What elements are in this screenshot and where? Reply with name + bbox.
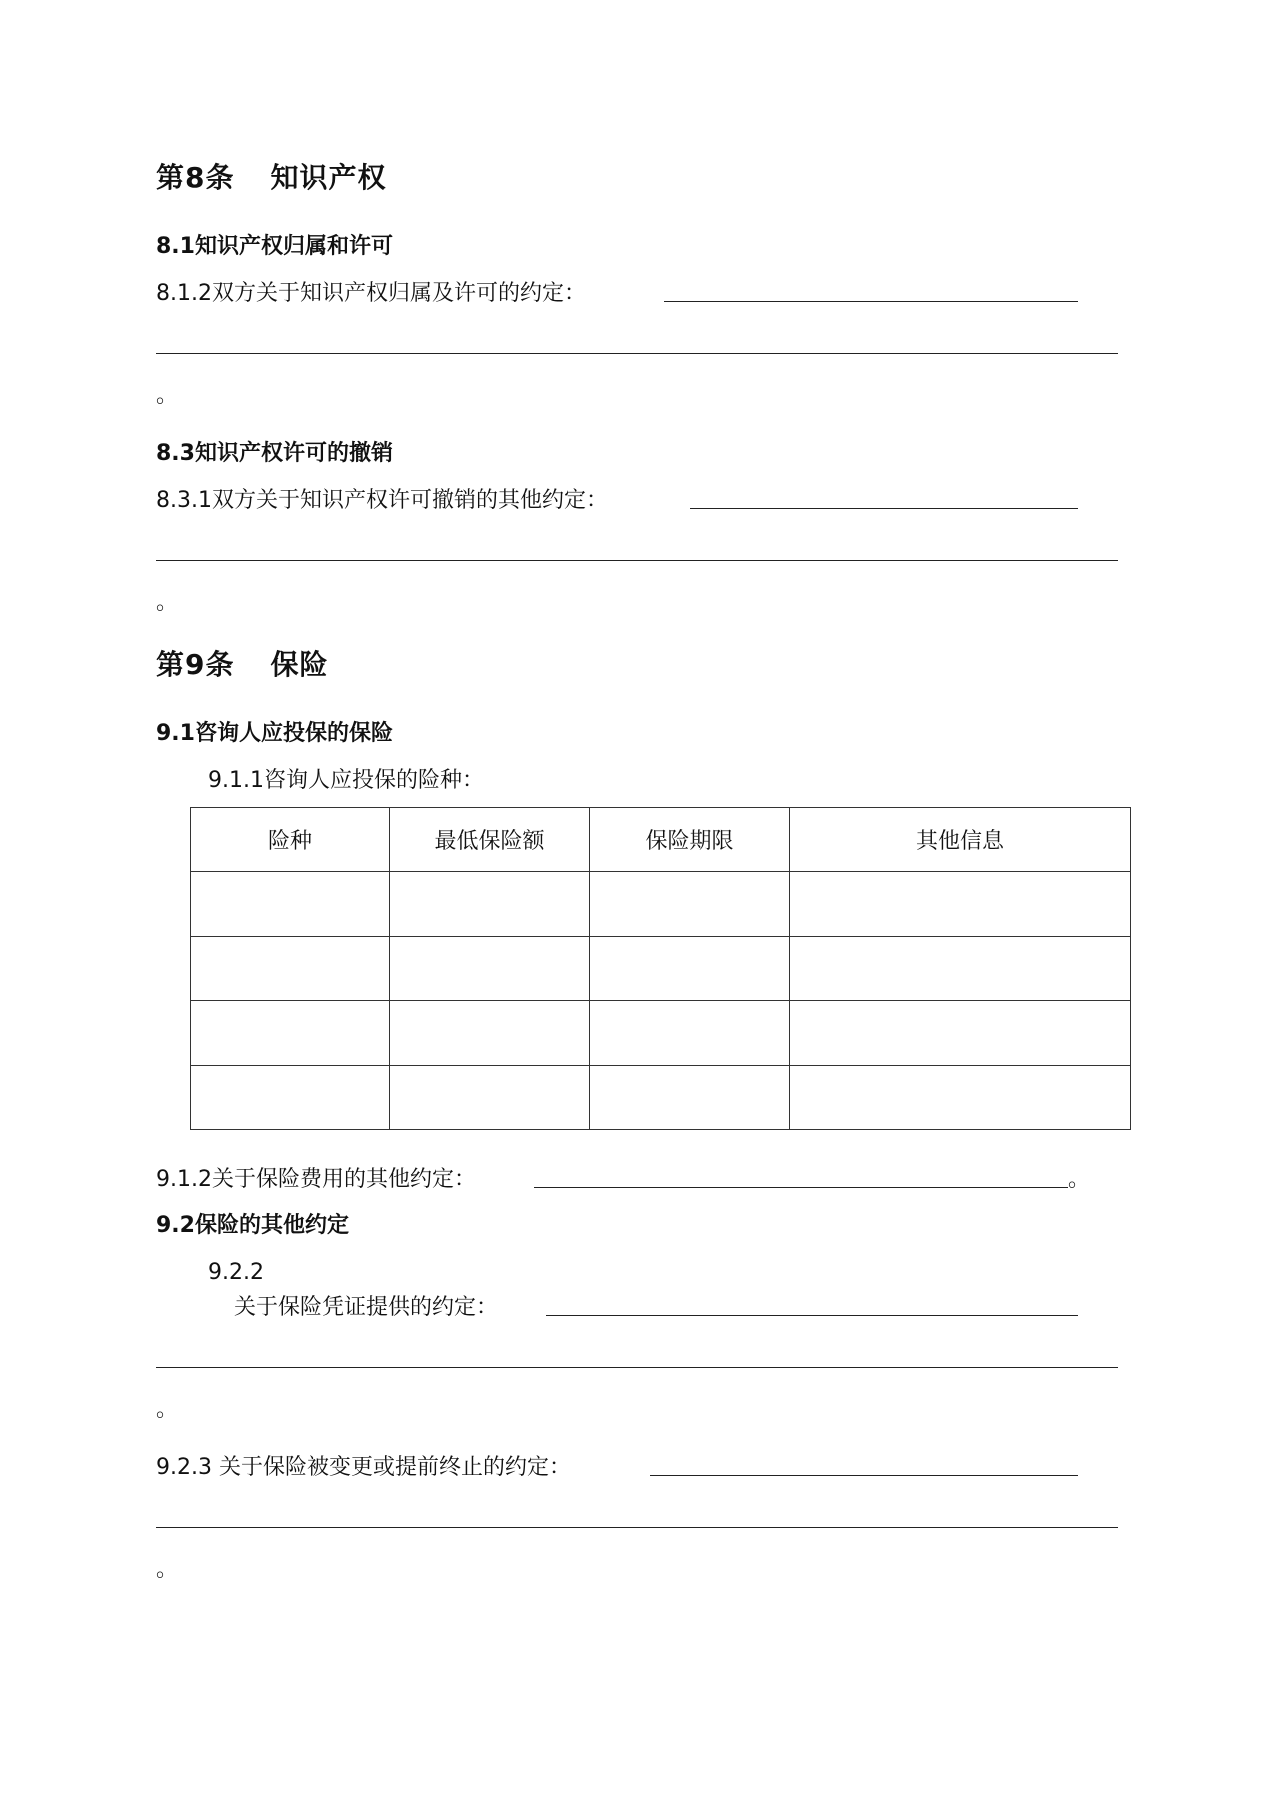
- clause-9-2-2-blank-line-2[interactable]: [156, 1367, 1118, 1368]
- other-info-header: 其他信息: [790, 808, 1131, 872]
- clause-8-3-1-blank-line-2[interactable]: [156, 560, 1118, 561]
- clause-9-2-2-blank[interactable]: [546, 1315, 1078, 1316]
- section-9-2-heading: 9.2保险的其他约定: [156, 1213, 349, 1238]
- clause-8-3-1-end-mark: 。: [156, 590, 179, 615]
- section-8-3-heading: 8.3知识产权许可的撤销: [156, 441, 393, 466]
- table-row: [191, 1001, 1131, 1066]
- section-8-1-heading: 8.1知识产权归属和许可: [156, 234, 393, 259]
- article-8-title: 知识产权: [270, 161, 387, 194]
- article-9-title: 保险: [270, 648, 329, 681]
- clause-9-1-2-label: 9.1.2关于保险费用的其他约定：: [156, 1167, 476, 1192]
- insurance-table-header-row: [191, 808, 1131, 872]
- clause-9-2-2-number: 9.2.2: [208, 1260, 264, 1285]
- table-cell[interactable]: [191, 1065, 390, 1130]
- table-cell[interactable]: [191, 1001, 390, 1066]
- article-8-heading: [156, 156, 387, 196]
- table-cell[interactable]: [191, 936, 390, 1001]
- clause-8-1-2-end-mark: 。: [156, 383, 179, 408]
- insurance-table: [190, 807, 1131, 1130]
- article-9-number: 第9条: [156, 648, 235, 681]
- table-cell[interactable]: [590, 1065, 790, 1130]
- article-8-number: 第8条: [156, 161, 235, 194]
- insurance-period-header: 保险期限: [590, 808, 790, 872]
- table-cell[interactable]: [590, 1001, 790, 1066]
- clause-8-3-1-label: 8.3.1双方关于知识产权许可撤销的其他约定：: [156, 488, 608, 513]
- table-cell[interactable]: [390, 936, 590, 1001]
- clause-9-1-1-label: 9.1.1咨询人应投保的险种：: [208, 768, 484, 793]
- table-cell[interactable]: [590, 936, 790, 1001]
- insurance-type-header: 险种: [191, 808, 390, 872]
- table-row: [191, 1065, 1131, 1130]
- table-cell[interactable]: [390, 1001, 590, 1066]
- clause-9-2-3-blank[interactable]: [650, 1475, 1078, 1476]
- clause-9-2-3-end-mark: 。: [156, 1557, 179, 1582]
- table-cell[interactable]: [790, 1001, 1131, 1066]
- section-9-1-heading: 9.1咨询人应投保的保险: [156, 721, 393, 746]
- table-cell[interactable]: [790, 872, 1131, 937]
- table-row: [191, 936, 1131, 1001]
- table-cell[interactable]: [390, 872, 590, 937]
- article-9-heading: [156, 643, 329, 683]
- minimum-coverage-header: 最低保险额: [390, 808, 590, 872]
- table-row: [191, 872, 1131, 937]
- clause-9-1-2-end-mark: 。: [1068, 1167, 1091, 1192]
- clause-8-1-2-label: 8.1.2双方关于知识产权归属及许可的约定：: [156, 281, 586, 306]
- table-cell[interactable]: [590, 872, 790, 937]
- table-cell[interactable]: [390, 1065, 590, 1130]
- table-cell[interactable]: [790, 1065, 1131, 1130]
- table-cell[interactable]: [191, 872, 390, 937]
- clause-9-2-3-blank-line-2[interactable]: [156, 1527, 1118, 1528]
- clause-9-2-2-label: 关于保险凭证提供的约定：: [234, 1295, 499, 1320]
- clause-8-3-1-blank[interactable]: [690, 508, 1078, 509]
- clause-8-1-2-blank[interactable]: [664, 301, 1078, 302]
- clause-9-2-3-label: 9.2.3 关于保险被变更或提前终止的约定：: [156, 1455, 571, 1480]
- clause-9-1-2-blank[interactable]: [534, 1187, 1068, 1188]
- clause-9-2-2-end-mark: 。: [156, 1397, 179, 1422]
- table-cell[interactable]: [790, 936, 1131, 1001]
- clause-8-1-2-blank-line-2[interactable]: [156, 353, 1118, 354]
